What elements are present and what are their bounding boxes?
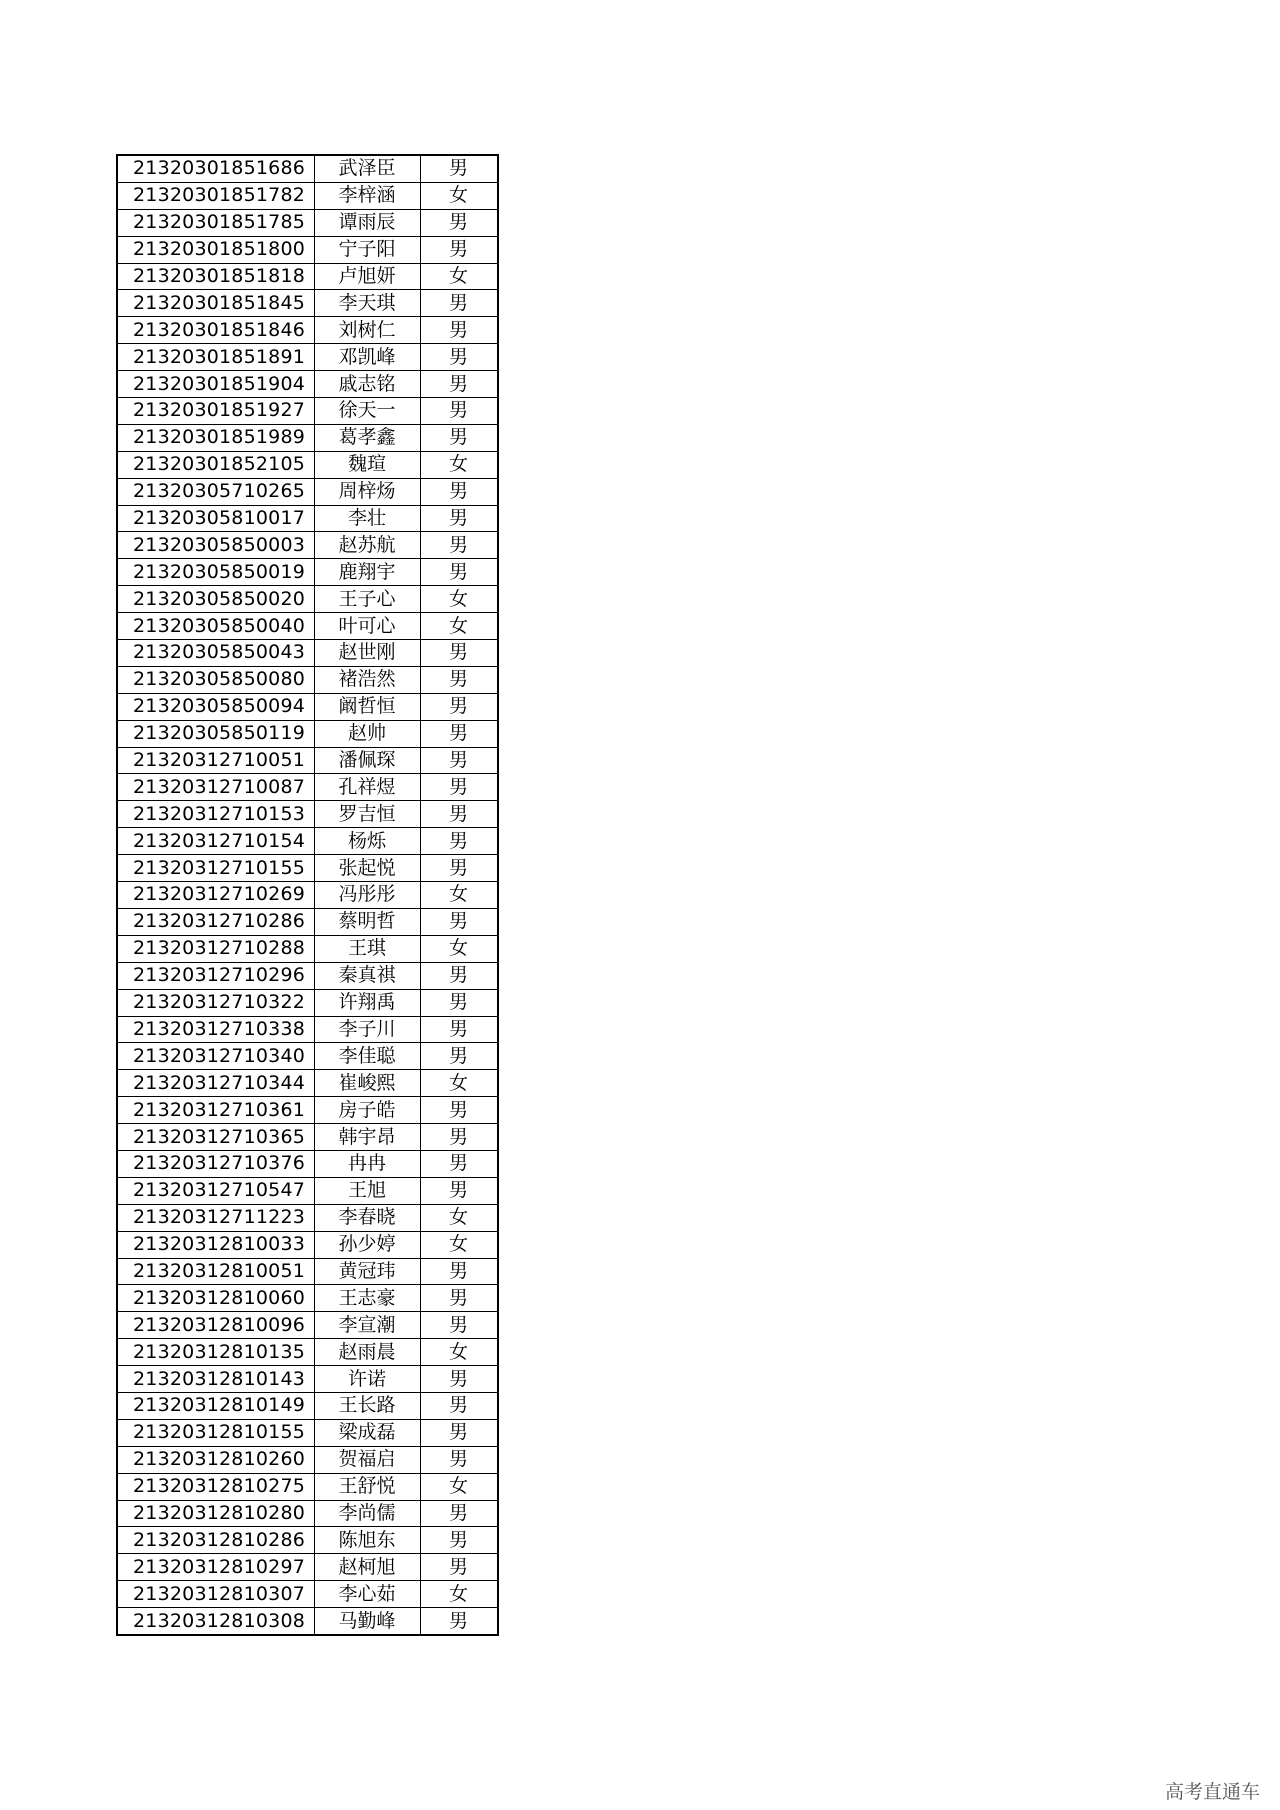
- student-gender-cell: 女: [420, 451, 498, 478]
- student-name-cell: 孔祥煜: [314, 774, 420, 801]
- table-row: [117, 908, 498, 935]
- student-id-cell: 21320312810143: [117, 1366, 314, 1393]
- student-name-cell: 李心茹: [314, 1581, 420, 1608]
- table-row: [117, 935, 498, 962]
- student-gender-cell: 男: [420, 505, 498, 532]
- student-id-cell: 21320312710547: [117, 1177, 314, 1204]
- table-row: [117, 1339, 498, 1366]
- student-id-cell: 21320305850043: [117, 640, 314, 667]
- student-gender-cell: 男: [420, 1043, 498, 1070]
- table-row: [117, 640, 498, 667]
- student-gender-cell: 男: [420, 693, 498, 720]
- student-name-cell: 孙少婷: [314, 1231, 420, 1258]
- student-id-cell: 21320312810308: [117, 1608, 314, 1635]
- student-id-cell: 21320312711223: [117, 1204, 314, 1231]
- student-name-cell: 蔡明哲: [314, 908, 420, 935]
- student-gender-cell: 女: [420, 1070, 498, 1097]
- table-row: [117, 1231, 498, 1258]
- student-name-cell: 许诺: [314, 1366, 420, 1393]
- table-row: [117, 720, 498, 747]
- student-gender-cell: 男: [420, 1097, 498, 1124]
- student-name-cell: 赵柯旭: [314, 1554, 420, 1581]
- table-row: [117, 1097, 498, 1124]
- student-name-cell: 王琪: [314, 935, 420, 962]
- table-row: [117, 424, 498, 451]
- student-name-cell: 李宣潮: [314, 1312, 420, 1339]
- student-name-cell: 李子川: [314, 1016, 420, 1043]
- roster-table: [116, 154, 499, 1636]
- student-name-cell: 李尚儒: [314, 1500, 420, 1527]
- table-row: [117, 371, 498, 398]
- table-row: [117, 505, 498, 532]
- student-id-cell: 21320305850003: [117, 532, 314, 559]
- student-name-cell: 戚志铭: [314, 371, 420, 398]
- student-id-cell: 21320301852105: [117, 451, 314, 478]
- student-name-cell: 宁子阳: [314, 236, 420, 263]
- table-row: [117, 1043, 498, 1070]
- student-name-cell: 李梓涵: [314, 182, 420, 209]
- student-name-cell: 赵雨晨: [314, 1339, 420, 1366]
- table-row: [117, 828, 498, 855]
- table-row: [117, 263, 498, 290]
- table-row: [117, 1150, 498, 1177]
- table-row: [117, 1070, 498, 1097]
- table-row: [117, 666, 498, 693]
- student-id-cell: 21320305850094: [117, 693, 314, 720]
- student-id-cell: 21320312810033: [117, 1231, 314, 1258]
- student-id-cell: 21320312710340: [117, 1043, 314, 1070]
- table-row: [117, 209, 498, 236]
- student-id-cell: 21320312810135: [117, 1339, 314, 1366]
- student-name-cell: 葛孝鑫: [314, 424, 420, 451]
- student-id-cell: 21320312810297: [117, 1554, 314, 1581]
- student-id-cell: 21320312710051: [117, 747, 314, 774]
- student-gender-cell: 女: [420, 263, 498, 290]
- table-row: [117, 801, 498, 828]
- student-gender-cell: 男: [420, 1527, 498, 1554]
- student-name-cell: 叶可心: [314, 613, 420, 640]
- student-id-cell: 21320312710296: [117, 962, 314, 989]
- student-name-cell: 褚浩然: [314, 666, 420, 693]
- student-gender-cell: 男: [420, 155, 498, 182]
- student-name-cell: 阚哲恒: [314, 693, 420, 720]
- student-gender-cell: 女: [420, 1339, 498, 1366]
- student-id-cell: 21320305850040: [117, 613, 314, 640]
- student-name-cell: 王舒悦: [314, 1473, 420, 1500]
- student-gender-cell: 女: [420, 586, 498, 613]
- student-name-cell: 潘佩琛: [314, 747, 420, 774]
- table-row: [117, 774, 498, 801]
- table-row: [117, 478, 498, 505]
- student-id-cell: 21320305850119: [117, 720, 314, 747]
- student-id-cell: 21320301851845: [117, 290, 314, 317]
- table-row: [117, 182, 498, 209]
- student-id-cell: 21320312810051: [117, 1258, 314, 1285]
- student-gender-cell: 男: [420, 1312, 498, 1339]
- student-gender-cell: 男: [420, 801, 498, 828]
- table-row: [117, 1392, 498, 1419]
- student-id-cell: 21320312710322: [117, 989, 314, 1016]
- student-gender-cell: 男: [420, 478, 498, 505]
- student-gender-cell: 女: [420, 182, 498, 209]
- student-gender-cell: 男: [420, 236, 498, 263]
- student-id-cell: 21320301851989: [117, 424, 314, 451]
- student-id-cell: 21320312810286: [117, 1527, 314, 1554]
- student-name-cell: 马勤峰: [314, 1608, 420, 1635]
- table-row: [117, 1446, 498, 1473]
- table-row: [117, 1016, 498, 1043]
- table-row: [117, 1608, 498, 1635]
- student-id-cell: 21320312710376: [117, 1150, 314, 1177]
- table-row: [117, 1312, 498, 1339]
- student-gender-cell: 男: [420, 1285, 498, 1312]
- student-id-cell: 21320312710338: [117, 1016, 314, 1043]
- student-name-cell: 卢旭妍: [314, 263, 420, 290]
- student-id-cell: 21320312710155: [117, 855, 314, 882]
- student-gender-cell: 男: [420, 1392, 498, 1419]
- table-row: [117, 855, 498, 882]
- student-name-cell: 杨烁: [314, 828, 420, 855]
- student-id-cell: 21320301851686: [117, 155, 314, 182]
- table-row: [117, 1177, 498, 1204]
- student-name-cell: 许翔禹: [314, 989, 420, 1016]
- table-row: [117, 1258, 498, 1285]
- table-row: [117, 1581, 498, 1608]
- student-name-cell: 魏瑄: [314, 451, 420, 478]
- student-name-cell: 赵苏航: [314, 532, 420, 559]
- student-gender-cell: 男: [420, 1124, 498, 1151]
- student-gender-cell: 男: [420, 1554, 498, 1581]
- student-gender-cell: 男: [420, 424, 498, 451]
- table-row: [117, 613, 498, 640]
- student-gender-cell: 女: [420, 613, 498, 640]
- table-row: [117, 1419, 498, 1446]
- student-id-cell: 21320312710365: [117, 1124, 314, 1151]
- student-gender-cell: 男: [420, 1016, 498, 1043]
- student-gender-cell: 男: [420, 559, 498, 586]
- student-id-cell: 21320305850020: [117, 586, 314, 613]
- table-row: [117, 344, 498, 371]
- student-gender-cell: 女: [420, 935, 498, 962]
- student-name-cell: 刘树仁: [314, 317, 420, 344]
- student-gender-cell: 女: [420, 1581, 498, 1608]
- student-name-cell: 王长路: [314, 1392, 420, 1419]
- student-id-cell: 21320312710153: [117, 801, 314, 828]
- student-gender-cell: 男: [420, 1446, 498, 1473]
- student-gender-cell: 男: [420, 317, 498, 344]
- student-id-cell: 21320312710288: [117, 935, 314, 962]
- student-id-cell: 21320305710265: [117, 478, 314, 505]
- student-gender-cell: 男: [420, 828, 498, 855]
- student-id-cell: 21320301851846: [117, 317, 314, 344]
- student-gender-cell: 男: [420, 371, 498, 398]
- student-id-cell: 21320301851785: [117, 209, 314, 236]
- student-id-cell: 21320312710154: [117, 828, 314, 855]
- student-id-cell: 21320312810060: [117, 1285, 314, 1312]
- student-gender-cell: 男: [420, 720, 498, 747]
- student-gender-cell: 男: [420, 747, 498, 774]
- student-name-cell: 邓凯峰: [314, 344, 420, 371]
- student-gender-cell: 男: [420, 209, 498, 236]
- student-id-cell: 21320301851927: [117, 398, 314, 425]
- watermark: 高考直通车: [1164, 1781, 1260, 1803]
- table-row: [117, 989, 498, 1016]
- student-id-cell: 21320312810307: [117, 1581, 314, 1608]
- student-gender-cell: 男: [420, 1500, 498, 1527]
- student-id-cell: 21320305850080: [117, 666, 314, 693]
- student-id-cell: 21320312810149: [117, 1392, 314, 1419]
- student-name-cell: 赵世刚: [314, 640, 420, 667]
- student-id-cell: 21320301851782: [117, 182, 314, 209]
- table-row: [117, 1527, 498, 1554]
- student-gender-cell: 男: [420, 666, 498, 693]
- student-name-cell: 梁成磊: [314, 1419, 420, 1446]
- table-row: [117, 962, 498, 989]
- student-name-cell: 秦真祺: [314, 962, 420, 989]
- student-name-cell: 冯彤彤: [314, 882, 420, 909]
- table-row: [117, 1204, 498, 1231]
- student-name-cell: 罗吉恒: [314, 801, 420, 828]
- student-gender-cell: 女: [420, 1204, 498, 1231]
- student-name-cell: 冉冉: [314, 1150, 420, 1177]
- student-gender-cell: 女: [420, 1473, 498, 1500]
- student-gender-cell: 男: [420, 774, 498, 801]
- student-name-cell: 王志豪: [314, 1285, 420, 1312]
- student-id-cell: 21320301851904: [117, 371, 314, 398]
- student-gender-cell: 女: [420, 1231, 498, 1258]
- student-gender-cell: 男: [420, 344, 498, 371]
- student-id-cell: 21320301851800: [117, 236, 314, 263]
- student-name-cell: 鹿翔宇: [314, 559, 420, 586]
- student-gender-cell: 男: [420, 1366, 498, 1393]
- table-row: [117, 236, 498, 263]
- table-row: [117, 155, 498, 182]
- student-name-cell: 李壮: [314, 505, 420, 532]
- student-name-cell: 李佳聪: [314, 1043, 420, 1070]
- student-name-cell: 李春晓: [314, 1204, 420, 1231]
- student-id-cell: 21320312810275: [117, 1473, 314, 1500]
- student-name-cell: 崔峻熙: [314, 1070, 420, 1097]
- student-id-cell: 21320305810017: [117, 505, 314, 532]
- student-name-cell: 王子心: [314, 586, 420, 613]
- student-id-cell: 21320301851818: [117, 263, 314, 290]
- student-gender-cell: 男: [420, 532, 498, 559]
- student-gender-cell: 男: [420, 1177, 498, 1204]
- student-name-cell: 徐天一: [314, 398, 420, 425]
- student-name-cell: 武泽臣: [314, 155, 420, 182]
- student-name-cell: 陈旭东: [314, 1527, 420, 1554]
- table-row: [117, 1366, 498, 1393]
- student-id-cell: 21320312810260: [117, 1446, 314, 1473]
- table-row: [117, 1124, 498, 1151]
- student-id-cell: 21320301851891: [117, 344, 314, 371]
- student-gender-cell: 男: [420, 640, 498, 667]
- student-id-cell: 21320312710286: [117, 908, 314, 935]
- student-id-cell: 21320312810096: [117, 1312, 314, 1339]
- student-name-cell: 李天琪: [314, 290, 420, 317]
- table-row: [117, 290, 498, 317]
- student-name-cell: 谭雨辰: [314, 209, 420, 236]
- student-name-cell: 房子皓: [314, 1097, 420, 1124]
- student-id-cell: 21320312710361: [117, 1097, 314, 1124]
- student-gender-cell: 男: [420, 1150, 498, 1177]
- table-row: [117, 586, 498, 613]
- table-row: [117, 559, 498, 586]
- student-id-cell: 21320312710087: [117, 774, 314, 801]
- table-row: [117, 1500, 498, 1527]
- table-row: [117, 1285, 498, 1312]
- student-name-cell: 黄冠玮: [314, 1258, 420, 1285]
- table-row: [117, 693, 498, 720]
- student-name-cell: 韩宇昂: [314, 1124, 420, 1151]
- student-gender-cell: 男: [420, 1419, 498, 1446]
- student-name-cell: 王旭: [314, 1177, 420, 1204]
- student-name-cell: 周梓炀: [314, 478, 420, 505]
- student-id-cell: 21320312810280: [117, 1500, 314, 1527]
- student-name-cell: 赵帅: [314, 720, 420, 747]
- student-id-cell: 21320312710269: [117, 882, 314, 909]
- student-gender-cell: 男: [420, 398, 498, 425]
- student-name-cell: 张起悦: [314, 855, 420, 882]
- student-gender-cell: 男: [420, 908, 498, 935]
- student-id-cell: 21320312710344: [117, 1070, 314, 1097]
- table-row: [117, 317, 498, 344]
- table-row: [117, 1473, 498, 1500]
- table-row: [117, 532, 498, 559]
- student-gender-cell: 男: [420, 962, 498, 989]
- student-gender-cell: 男: [420, 855, 498, 882]
- student-name-cell: 贺福启: [314, 1446, 420, 1473]
- table-row: [117, 1554, 498, 1581]
- roster-body: [117, 155, 498, 1635]
- student-id-cell: 21320305850019: [117, 559, 314, 586]
- table-row: [117, 747, 498, 774]
- student-gender-cell: 男: [420, 989, 498, 1016]
- student-id-cell: 21320312810155: [117, 1419, 314, 1446]
- table-row: [117, 398, 498, 425]
- table-row: [117, 882, 498, 909]
- student-gender-cell: 男: [420, 290, 498, 317]
- student-gender-cell: 女: [420, 882, 498, 909]
- table-row: [117, 451, 498, 478]
- student-gender-cell: 男: [420, 1258, 498, 1285]
- student-gender-cell: 男: [420, 1608, 498, 1635]
